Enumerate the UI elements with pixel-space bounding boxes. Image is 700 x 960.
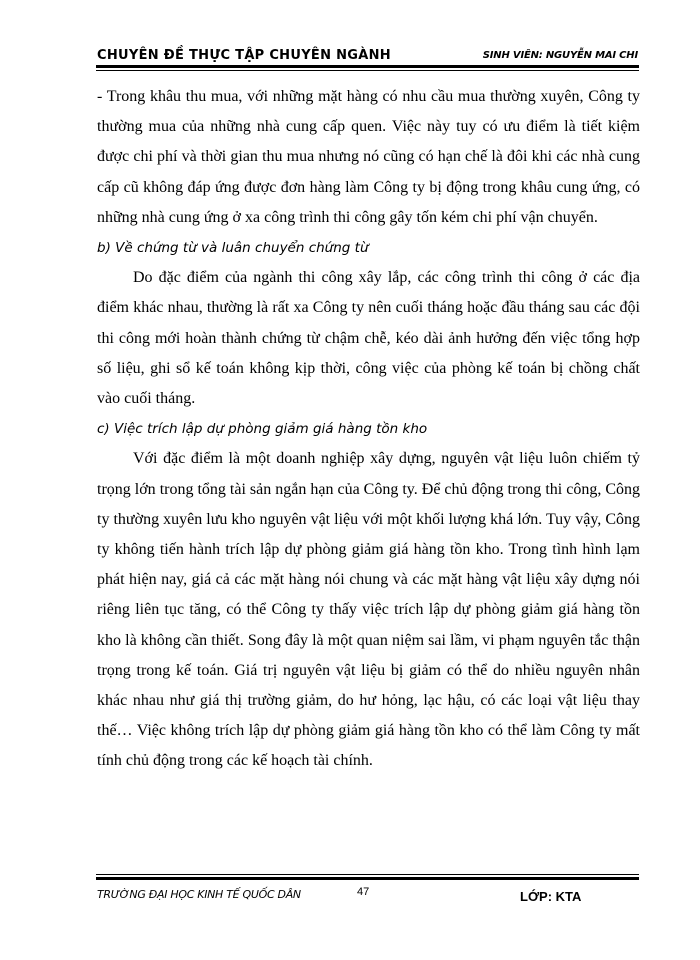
header-student-name: SINH VIÊN: NGUYỄN MAI CHI <box>482 50 638 61</box>
header-rule-thin <box>96 70 639 71</box>
paragraph-provision: Với đặc điểm là một doanh nghiệp xây dựng, nguyên vật liệu luôn chiếm tỷ trọng lớn trong tổng tài sản ngắn hạn của Công ty. Để chủ động trong thi công, Công ty thường xuyên lưu kho nguyên vật liệu với một khối lượng khá lớn. Tuy vậy, Công ty không tiến hành trích lập dự phòng giảm giá hàng tồn kho. Trong tình hình lạm phát hiện nay, giá cả các mặt hàng nói chung và các mặt hàng vật liệu xây dựng nói riêng liên tục tăng, có thể Công ty thấy việc trích lập dự phòng giảm giá hàng tồn kho là không cần thiết. Song đây là một quan niệm sai lầm, vi phạm nguyên tắc thận trọng trong kế toán. Giá trị nguyên vật liệu bị giảm có thể do nhiều nguyên nhân khác nhau như giá thị trường giảm, do hư hỏng, lạc hậu, có các loại vật liệu thay thế… Việc không trích lập dự phòng giảm giá hàng tồn kho có thể làm Công ty mất tính chủ động trong các kế hoạch tài chính. <box>97 450 640 770</box>
header-title: CHUYÊN ĐỀ THỰC TẬP CHUYÊN NGÀNH <box>97 48 391 63</box>
section-heading-provision: c) Việc trích lập dự phòng giảm giá hàng tồn kho <box>97 421 428 438</box>
document-body <box>97 82 640 777</box>
page-number: 47 <box>357 886 370 898</box>
paragraph-purchasing: - Trong khâu thu mua, với những mặt hàng có nhu cầu mua thường xuyên, Công ty thường mua của những nhà cung cấp quen. Việc này tuy có ưu điểm là tiết kiệm được chi phí và thời gian thu mua nhưng nó cũng có hạn chế là đôi khi các nhà cung cấp cũ không đáp ứng được đơn hàng làm Công ty bị động trong khâu cung ứng, có những nhà cung ứng ở xa công trình thi công gây tốn kém chi phí vận chuyển. <box>97 88 640 226</box>
footer-university: TRƯỜNG ĐẠI HỌC KINH TẾ QUỐC DÂN <box>97 888 301 901</box>
header-rule-thick <box>96 65 639 68</box>
footer-rule-thin <box>96 874 639 875</box>
footer-rule-thick <box>96 877 639 880</box>
paragraph-documents: Do đặc điểm của ngành thi công xây lắp, các công trình thi công ở các địa điểm khác nhau, thường là rất xa Công ty nên cuối tháng hoặc đầu tháng sau các đội thi công mới hoàn thành chứng từ chậm chễ, kéo dài ảnh hưởng đến việc tổng hợp số liệu, ghi sổ kế toán không kịp thời, công việc của phòng kế toán bị chồng chất vào cuối tháng. <box>97 269 640 408</box>
section-heading-documents: b) Về chứng từ và luân chuyển chứng từ <box>97 240 369 257</box>
footer-class: LỚP: KTA <box>520 889 582 904</box>
